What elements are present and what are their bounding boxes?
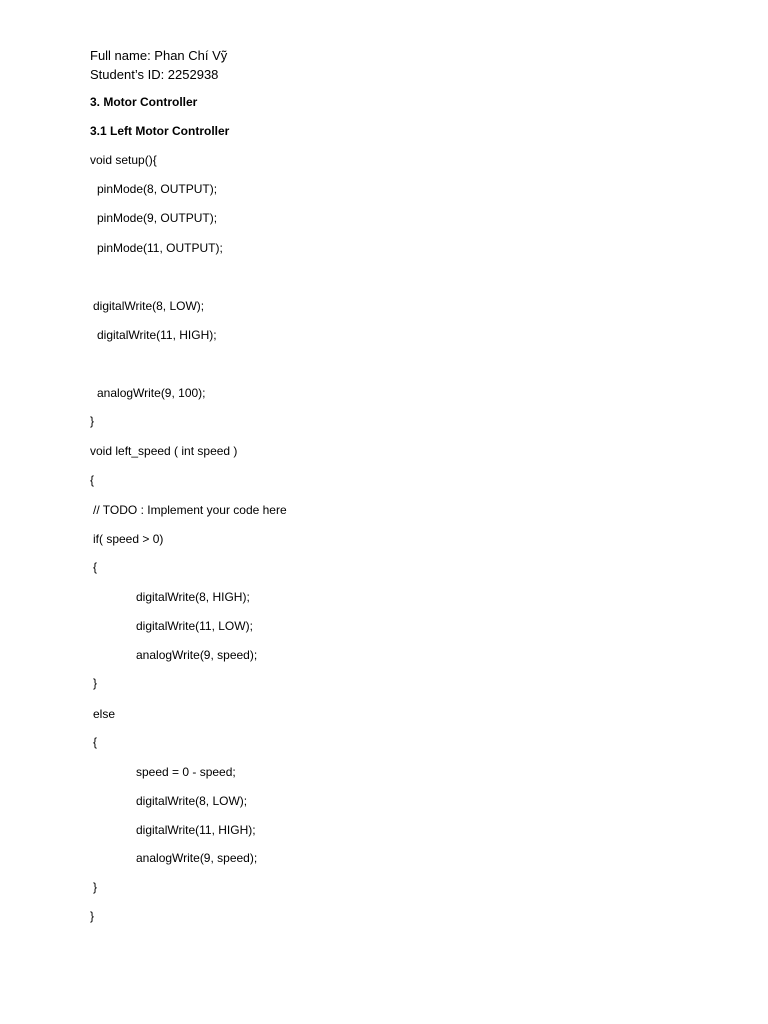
code-line: { — [93, 560, 98, 574]
code-line: digitalWrite(11, HIGH); — [97, 328, 217, 342]
code-line: { — [93, 735, 98, 749]
code-line: speed = 0 - speed; — [136, 765, 236, 779]
code-line: } — [93, 676, 98, 690]
code-line: digitalWrite(8, LOW); — [93, 299, 205, 313]
section-heading: 3. Motor Controller — [90, 95, 198, 109]
code-line: void setup(){ — [90, 153, 157, 167]
code-line: // TODO : Implement your code here — [93, 503, 287, 517]
code-line: } — [90, 414, 95, 428]
code-line: digitalWrite(11, LOW); — [136, 619, 253, 633]
code-line: pinMode(9, OUTPUT); — [97, 211, 218, 225]
code-line: digitalWrite(11, HIGH); — [136, 823, 256, 837]
student-id: Student’s ID: 2252938 — [90, 67, 219, 82]
code-line: pinMode(11, OUTPUT); — [97, 241, 223, 255]
code-line: analogWrite(9, 100); — [97, 386, 206, 400]
code-line: void left_speed ( int speed ) — [90, 444, 238, 458]
code-line: analogWrite(9, speed); — [136, 648, 258, 662]
code-line: { — [90, 473, 95, 487]
code-line: else — [93, 707, 116, 721]
code-line: } — [93, 880, 98, 894]
code-line: pinMode(8, OUTPUT); — [97, 182, 218, 196]
subsection-heading: 3.1 Left Motor Controller — [90, 124, 230, 138]
full-name: Full name: Phan Chí Vỹ — [90, 48, 228, 63]
code-line: digitalWrite(8, LOW); — [136, 794, 248, 808]
code-line: analogWrite(9, speed); — [136, 851, 258, 865]
code-line: } — [90, 909, 95, 923]
code-line: if( speed > 0) — [93, 532, 164, 546]
code-line: digitalWrite(8, HIGH); — [136, 590, 250, 604]
